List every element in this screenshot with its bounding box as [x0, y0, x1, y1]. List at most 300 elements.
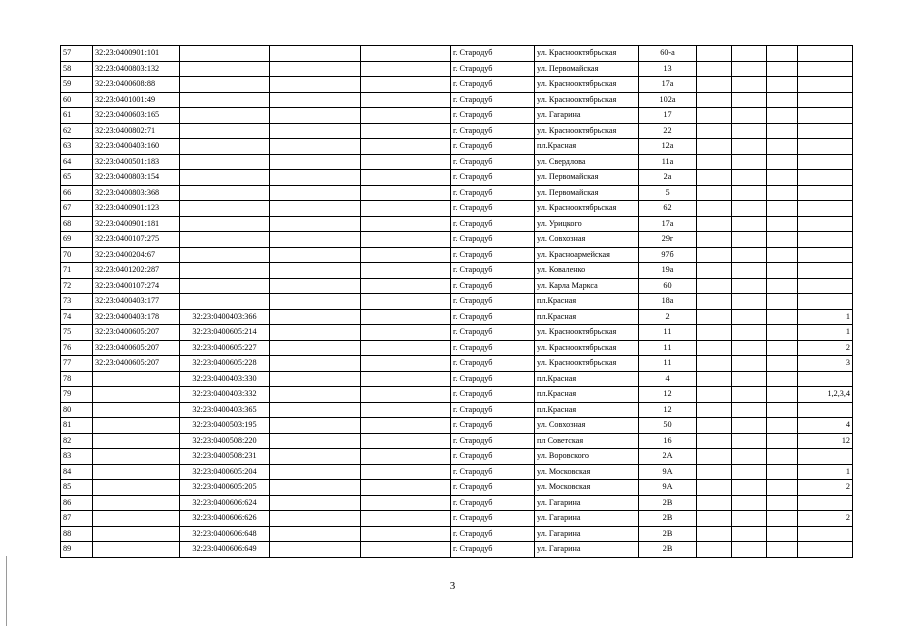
- cell-street: ул. Карла Маркса: [535, 278, 639, 294]
- cell-empty-col-10: [732, 92, 767, 108]
- cell-room-number: [798, 108, 853, 124]
- cell-house-number: 60-а: [639, 46, 697, 62]
- cell-cadastral-number: 32:23:0400901:181: [93, 216, 180, 232]
- cell-empty-col-4: [270, 185, 361, 201]
- cell-empty-col-5: [361, 356, 451, 372]
- cell-street: пл Советская: [535, 433, 639, 449]
- cell-house-number: 11: [639, 325, 697, 341]
- cell-cadastral-number: [93, 402, 180, 418]
- cell-empty-col-4: [270, 170, 361, 186]
- cell-empty-col-5: [361, 232, 451, 248]
- table-row: [61, 77, 853, 93]
- cell-row-number: 59: [61, 77, 93, 93]
- cell-cadastral-number: 32:23:0400204:67: [93, 247, 180, 263]
- cell-empty-col-9: [697, 232, 732, 248]
- cell-cadastral-number: 32:23:0400608:88: [93, 77, 180, 93]
- cell-empty-col-5: [361, 480, 451, 496]
- cell-street: ул. Совхозная: [535, 418, 639, 434]
- table-row: [61, 526, 853, 542]
- cell-house-number: 102а: [639, 92, 697, 108]
- cell-cadastral-number: [93, 433, 180, 449]
- cell-empty-col-9: [697, 263, 732, 279]
- cell-row-number: 89: [61, 542, 93, 558]
- cell-empty-col-5: [361, 449, 451, 465]
- cell-empty-col-5: [361, 77, 451, 93]
- cell-empty-col-11: [767, 418, 798, 434]
- cell-empty-col-4: [270, 526, 361, 542]
- cell-city: г. Стародуб: [451, 387, 535, 403]
- cell-empty-col-10: [732, 263, 767, 279]
- cell-street: ул. Краснооктябрьская: [535, 325, 639, 341]
- cell-city: г. Стародуб: [451, 511, 535, 527]
- cell-house-number: 2В: [639, 526, 697, 542]
- cell-room-number: 1: [798, 309, 853, 325]
- cell-city: г. Стародуб: [451, 495, 535, 511]
- table-row: [61, 433, 853, 449]
- cell-room-number: [798, 294, 853, 310]
- cell-cadastral-number: 32:23:0401001:49: [93, 92, 180, 108]
- cell-empty-col-5: [361, 108, 451, 124]
- cell-room-number: 4: [798, 418, 853, 434]
- cell-street: ул. Краснооктябрьская: [535, 123, 639, 139]
- cell-street: ул. Краснооктябрьская: [535, 92, 639, 108]
- cell-empty-col-10: [732, 77, 767, 93]
- cell-row-number: 58: [61, 61, 93, 77]
- cell-empty-col-11: [767, 232, 798, 248]
- cell-room-number: [798, 61, 853, 77]
- cell-street: ул. Московская: [535, 464, 639, 480]
- cell-empty-col-9: [697, 46, 732, 62]
- cell-empty-col-4: [270, 77, 361, 93]
- cell-cadastral-number-2: [180, 123, 270, 139]
- table-row: [61, 371, 853, 387]
- cell-row-number: 71: [61, 263, 93, 279]
- cell-row-number: 85: [61, 480, 93, 496]
- cell-cadastral-number-2: 32:23:0400605:204: [180, 464, 270, 480]
- cell-cadastral-number-2: 32:23:0400508:231: [180, 449, 270, 465]
- cell-street: пл.Красная: [535, 402, 639, 418]
- cell-empty-col-4: [270, 309, 361, 325]
- cell-row-number: 66: [61, 185, 93, 201]
- cell-cadastral-number: 32:23:0400605:207: [93, 325, 180, 341]
- cell-empty-col-9: [697, 247, 732, 263]
- cell-house-number: 17а: [639, 216, 697, 232]
- cell-empty-col-5: [361, 216, 451, 232]
- cell-cadastral-number-2: [180, 294, 270, 310]
- table-row: [61, 92, 853, 108]
- cell-empty-col-11: [767, 123, 798, 139]
- table-row: [61, 464, 853, 480]
- table-row: [61, 356, 853, 372]
- cell-empty-col-4: [270, 511, 361, 527]
- cell-empty-col-4: [270, 123, 361, 139]
- cell-city: г. Стародуб: [451, 309, 535, 325]
- cell-empty-col-5: [361, 61, 451, 77]
- cell-room-number: 1: [798, 325, 853, 341]
- cell-empty-col-9: [697, 387, 732, 403]
- cell-empty-col-10: [732, 278, 767, 294]
- cell-empty-col-11: [767, 542, 798, 558]
- cell-house-number: 4: [639, 371, 697, 387]
- cell-empty-col-11: [767, 387, 798, 403]
- cell-empty-col-11: [767, 356, 798, 372]
- cell-empty-col-11: [767, 449, 798, 465]
- cell-row-number: 79: [61, 387, 93, 403]
- cell-cadastral-number-2: 32:23:0400605:205: [180, 480, 270, 496]
- cell-empty-col-5: [361, 371, 451, 387]
- cell-empty-col-10: [732, 46, 767, 62]
- cell-house-number: 60: [639, 278, 697, 294]
- cell-house-number: 9А: [639, 464, 697, 480]
- cell-row-number: 67: [61, 201, 93, 217]
- cell-street: ул. Первомайская: [535, 170, 639, 186]
- cell-empty-col-5: [361, 325, 451, 341]
- cell-city: г. Стародуб: [451, 526, 535, 542]
- cell-cadastral-number-2: 32:23:0400403:330: [180, 371, 270, 387]
- cell-street: ул. Первомайская: [535, 61, 639, 77]
- cell-city: г. Стародуб: [451, 294, 535, 310]
- cell-row-number: 82: [61, 433, 93, 449]
- cell-empty-col-9: [697, 278, 732, 294]
- cell-row-number: 81: [61, 418, 93, 434]
- cell-empty-col-11: [767, 92, 798, 108]
- cell-empty-col-10: [732, 139, 767, 155]
- cell-cadastral-number: [93, 511, 180, 527]
- cell-cadastral-number-2: [180, 61, 270, 77]
- cell-room-number: [798, 449, 853, 465]
- cell-street: ул. Свердлова: [535, 154, 639, 170]
- cell-city: г. Стародуб: [451, 247, 535, 263]
- cell-row-number: 83: [61, 449, 93, 465]
- cell-empty-col-10: [732, 309, 767, 325]
- table-row: [61, 340, 853, 356]
- cell-row-number: 63: [61, 139, 93, 155]
- cell-empty-col-5: [361, 294, 451, 310]
- cell-empty-col-11: [767, 170, 798, 186]
- table-row: [61, 325, 853, 341]
- cell-city: г. Стародуб: [451, 46, 535, 62]
- cell-cadastral-number-2: [180, 139, 270, 155]
- cell-cadastral-number: [93, 542, 180, 558]
- cell-cadastral-number-2: [180, 216, 270, 232]
- cell-empty-col-5: [361, 154, 451, 170]
- cell-row-number: 78: [61, 371, 93, 387]
- cell-empty-col-11: [767, 201, 798, 217]
- cell-empty-col-9: [697, 216, 732, 232]
- cell-empty-col-4: [270, 542, 361, 558]
- cell-room-number: [798, 495, 853, 511]
- table-row: [61, 402, 853, 418]
- cell-empty-col-10: [732, 108, 767, 124]
- cell-city: г. Стародуб: [451, 480, 535, 496]
- cell-empty-col-9: [697, 139, 732, 155]
- cell-empty-col-4: [270, 325, 361, 341]
- table-row: [61, 309, 853, 325]
- cell-empty-col-9: [697, 185, 732, 201]
- cell-empty-col-4: [270, 495, 361, 511]
- cell-empty-col-11: [767, 402, 798, 418]
- cell-row-number: 64: [61, 154, 93, 170]
- cell-city: г. Стародуб: [451, 340, 535, 356]
- cell-house-number: 29г: [639, 232, 697, 248]
- cell-empty-col-4: [270, 263, 361, 279]
- cell-empty-col-10: [732, 294, 767, 310]
- cell-room-number: [798, 139, 853, 155]
- cell-house-number: 22: [639, 123, 697, 139]
- cell-row-number: 77: [61, 356, 93, 372]
- cell-street: ул. Гагарина: [535, 108, 639, 124]
- cell-empty-col-11: [767, 77, 798, 93]
- cell-empty-col-10: [732, 433, 767, 449]
- cell-city: г. Стародуб: [451, 232, 535, 248]
- cell-city: г. Стародуб: [451, 371, 535, 387]
- cell-house-number: 2В: [639, 495, 697, 511]
- cell-empty-col-10: [732, 247, 767, 263]
- cell-empty-col-11: [767, 46, 798, 62]
- cell-empty-col-10: [732, 154, 767, 170]
- cell-empty-col-4: [270, 340, 361, 356]
- cell-empty-col-4: [270, 449, 361, 465]
- cell-empty-col-10: [732, 216, 767, 232]
- cell-empty-col-4: [270, 278, 361, 294]
- table-row: [61, 123, 853, 139]
- cell-street: ул. Краснооктябрьская: [535, 356, 639, 372]
- cell-room-number: [798, 402, 853, 418]
- cell-house-number: 18а: [639, 294, 697, 310]
- cell-empty-col-9: [697, 418, 732, 434]
- cell-cadastral-number: 32:23:0400403:177: [93, 294, 180, 310]
- cell-empty-col-9: [697, 542, 732, 558]
- cell-room-number: 2: [798, 511, 853, 527]
- cell-city: г. Стародуб: [451, 356, 535, 372]
- cell-empty-col-4: [270, 201, 361, 217]
- cell-cadastral-number-2: [180, 92, 270, 108]
- cell-empty-col-5: [361, 402, 451, 418]
- cell-cadastral-number: [93, 495, 180, 511]
- cell-city: г. Стародуб: [451, 464, 535, 480]
- table-row: [61, 387, 853, 403]
- cell-empty-col-4: [270, 387, 361, 403]
- cell-room-number: [798, 92, 853, 108]
- registry-table-body: [61, 46, 853, 558]
- cell-empty-col-9: [697, 154, 732, 170]
- cell-cadastral-number-2: 32:23:0400403:366: [180, 309, 270, 325]
- cell-empty-col-4: [270, 356, 361, 372]
- cell-empty-col-11: [767, 263, 798, 279]
- cell-street: ул. Краснооктябрьская: [535, 77, 639, 93]
- cell-city: г. Стародуб: [451, 449, 535, 465]
- cell-cadastral-number: 32:23:0400901:123: [93, 201, 180, 217]
- cell-empty-col-10: [732, 526, 767, 542]
- cell-empty-col-4: [270, 46, 361, 62]
- table-row: [61, 185, 853, 201]
- cell-empty-col-9: [697, 170, 732, 186]
- cell-street: ул. Краснооктябрьская: [535, 201, 639, 217]
- cell-empty-col-5: [361, 387, 451, 403]
- table-row: [61, 511, 853, 527]
- cell-cadastral-number: 32:23:0400803:368: [93, 185, 180, 201]
- cell-city: г. Стародуб: [451, 154, 535, 170]
- cell-room-number: [798, 526, 853, 542]
- cell-empty-col-5: [361, 526, 451, 542]
- cell-empty-col-10: [732, 542, 767, 558]
- cell-house-number: 19а: [639, 263, 697, 279]
- cell-empty-col-10: [732, 449, 767, 465]
- cell-city: г. Стародуб: [451, 278, 535, 294]
- cell-street: пл.Красная: [535, 371, 639, 387]
- cell-street: ул. Первомайская: [535, 185, 639, 201]
- cell-empty-col-9: [697, 371, 732, 387]
- cell-empty-col-5: [361, 340, 451, 356]
- cell-empty-col-9: [697, 77, 732, 93]
- cell-cadastral-number-2: 32:23:0400606:649: [180, 542, 270, 558]
- cell-room-number: [798, 201, 853, 217]
- cell-street: пл.Красная: [535, 294, 639, 310]
- cell-city: г. Стародуб: [451, 77, 535, 93]
- cell-empty-col-11: [767, 495, 798, 511]
- table-row: [61, 263, 853, 279]
- cell-city: г. Стародуб: [451, 139, 535, 155]
- cell-empty-col-5: [361, 433, 451, 449]
- cell-cadastral-number: [93, 480, 180, 496]
- cell-cadastral-number: [93, 418, 180, 434]
- cell-room-number: [798, 232, 853, 248]
- cell-empty-col-9: [697, 61, 732, 77]
- cell-house-number: 17а: [639, 77, 697, 93]
- table-row: [61, 201, 853, 217]
- cell-cadastral-number-2: 32:23:0400606:626: [180, 511, 270, 527]
- table-row: [61, 232, 853, 248]
- cell-cadastral-number-2: 32:23:0400605:214: [180, 325, 270, 341]
- cell-empty-col-5: [361, 263, 451, 279]
- cell-empty-col-10: [732, 418, 767, 434]
- cell-house-number: 2А: [639, 449, 697, 465]
- cell-empty-col-11: [767, 526, 798, 542]
- cell-cadastral-number-2: [180, 185, 270, 201]
- cell-house-number: 17: [639, 108, 697, 124]
- cell-row-number: 60: [61, 92, 93, 108]
- cell-room-number: 1: [798, 464, 853, 480]
- cell-cadastral-number: 32:23:0401202:287: [93, 263, 180, 279]
- cell-empty-col-11: [767, 340, 798, 356]
- cell-house-number: 12: [639, 402, 697, 418]
- cell-empty-col-4: [270, 418, 361, 434]
- cell-cadastral-number: [93, 526, 180, 542]
- cell-empty-col-9: [697, 356, 732, 372]
- cell-room-number: [798, 185, 853, 201]
- cell-empty-col-5: [361, 185, 451, 201]
- cell-cadastral-number-2: [180, 278, 270, 294]
- cell-empty-col-5: [361, 46, 451, 62]
- cell-cadastral-number: 32:23:0400107:274: [93, 278, 180, 294]
- cell-cadastral-number: [93, 371, 180, 387]
- cell-empty-col-4: [270, 247, 361, 263]
- cell-city: г. Стародуб: [451, 201, 535, 217]
- cell-cadastral-number-2: [180, 77, 270, 93]
- cell-empty-col-10: [732, 170, 767, 186]
- cell-cadastral-number-2: [180, 46, 270, 62]
- cell-empty-col-5: [361, 418, 451, 434]
- cell-cadastral-number: 32:23:0400901:101: [93, 46, 180, 62]
- cell-city: г. Стародуб: [451, 185, 535, 201]
- table-row: [61, 294, 853, 310]
- cell-empty-col-4: [270, 433, 361, 449]
- cell-empty-col-9: [697, 108, 732, 124]
- cell-cadastral-number: 32:23:0400605:207: [93, 340, 180, 356]
- cell-empty-col-5: [361, 464, 451, 480]
- cell-row-number: 84: [61, 464, 93, 480]
- cell-street: пл.Красная: [535, 139, 639, 155]
- cell-row-number: 74: [61, 309, 93, 325]
- cell-empty-col-9: [697, 511, 732, 527]
- cell-house-number: 2: [639, 309, 697, 325]
- table-row: [61, 139, 853, 155]
- cell-street: ул. Московская: [535, 480, 639, 496]
- cell-empty-col-5: [361, 495, 451, 511]
- cell-row-number: 61: [61, 108, 93, 124]
- table-row: [61, 480, 853, 496]
- cell-empty-col-5: [361, 92, 451, 108]
- cell-empty-col-11: [767, 309, 798, 325]
- cell-empty-col-11: [767, 325, 798, 341]
- cell-cadastral-number: 32:23:0400802:71: [93, 123, 180, 139]
- cell-city: г. Стародуб: [451, 216, 535, 232]
- cell-empty-col-4: [270, 480, 361, 496]
- cell-empty-col-9: [697, 449, 732, 465]
- scan-edge-line: [6, 556, 7, 626]
- cell-house-number: 11а: [639, 154, 697, 170]
- cell-empty-col-5: [361, 542, 451, 558]
- cell-empty-col-5: [361, 309, 451, 325]
- cell-empty-col-11: [767, 480, 798, 496]
- cell-cadastral-number-2: [180, 108, 270, 124]
- table-row: [61, 495, 853, 511]
- cell-row-number: 88: [61, 526, 93, 542]
- cell-empty-col-9: [697, 433, 732, 449]
- table-row: [61, 46, 853, 62]
- cell-city: г. Стародуб: [451, 263, 535, 279]
- cell-empty-col-4: [270, 232, 361, 248]
- cell-house-number: 2а: [639, 170, 697, 186]
- cell-empty-col-4: [270, 464, 361, 480]
- cell-row-number: 73: [61, 294, 93, 310]
- cell-empty-col-11: [767, 185, 798, 201]
- cell-empty-col-5: [361, 278, 451, 294]
- cell-row-number: 57: [61, 46, 93, 62]
- table-row: [61, 542, 853, 558]
- cell-empty-col-5: [361, 511, 451, 527]
- cell-cadastral-number: 32:23:0400501:183: [93, 154, 180, 170]
- cell-empty-col-10: [732, 61, 767, 77]
- cell-house-number: 2В: [639, 511, 697, 527]
- cell-empty-col-10: [732, 123, 767, 139]
- cell-empty-col-10: [732, 185, 767, 201]
- cell-empty-col-9: [697, 480, 732, 496]
- cell-empty-col-11: [767, 433, 798, 449]
- cell-city: г. Стародуб: [451, 402, 535, 418]
- cell-house-number: 5: [639, 185, 697, 201]
- cell-cadastral-number-2: [180, 154, 270, 170]
- cell-empty-col-9: [697, 325, 732, 341]
- cell-empty-col-11: [767, 464, 798, 480]
- table-row: [61, 61, 853, 77]
- cell-row-number: 72: [61, 278, 93, 294]
- cell-empty-col-10: [732, 201, 767, 217]
- cell-cadastral-number-2: [180, 201, 270, 217]
- cell-empty-col-10: [732, 356, 767, 372]
- cell-empty-col-11: [767, 108, 798, 124]
- table-row: [61, 108, 853, 124]
